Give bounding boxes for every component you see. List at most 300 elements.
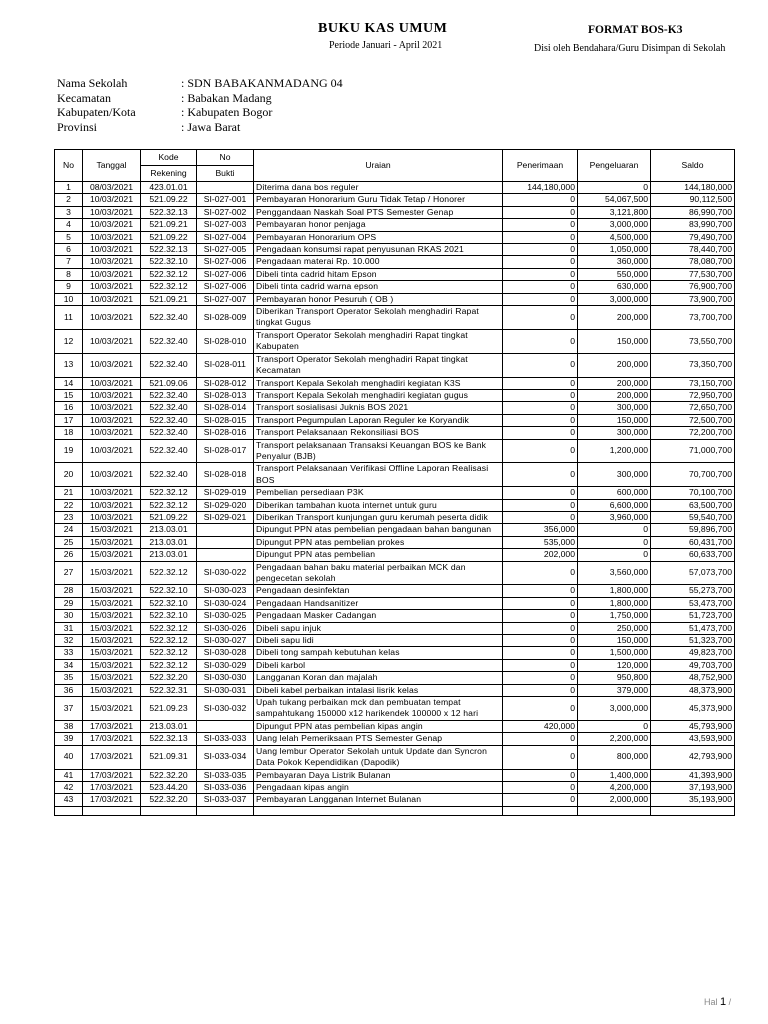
- table-row: [55, 745, 735, 769]
- cell-receipts: 0: [503, 672, 578, 684]
- cell-description: Pengadaan kipas angin: [254, 781, 503, 793]
- cell-balance: 83,990,700: [651, 219, 735, 231]
- cell-balance: 76,900,700: [651, 281, 735, 293]
- cell-expenses: 3,000,000: [578, 219, 651, 231]
- cell-receipts: 0: [503, 769, 578, 781]
- cell-receipt-no: SI-029-020: [197, 499, 254, 511]
- cell-receipts: 0: [503, 597, 578, 609]
- cell-receipts: 0: [503, 293, 578, 305]
- cell-no: 22: [55, 499, 83, 511]
- cell-account-code: 521.09.21: [141, 293, 197, 305]
- cell-no: 26: [55, 549, 83, 561]
- cell-receipts: 0: [503, 244, 578, 256]
- cell-receipt-no: SI-033-034: [197, 745, 254, 769]
- cell-receipt-no: SI-033-036: [197, 781, 254, 793]
- table-row: [55, 329, 735, 353]
- table-row: [55, 733, 735, 745]
- cell-balance: 78,440,700: [651, 244, 735, 256]
- cell-date: 15/03/2021: [83, 672, 141, 684]
- cell-description: Transport pelaksanaan Transaksi Keuangan BOS ke Bank Penyalur (BJB): [254, 439, 503, 463]
- cell-date: 15/03/2021: [83, 536, 141, 548]
- cell-expenses: 150,000: [578, 635, 651, 647]
- cell-expenses: 0: [578, 524, 651, 536]
- cell-expenses: 0: [578, 182, 651, 194]
- cell-description: Dibeli karbol: [254, 659, 503, 671]
- header-no: No: [55, 150, 83, 182]
- cell-account-code: 522.32.12: [141, 622, 197, 634]
- cell-balance: 35,193,900: [651, 794, 735, 806]
- cell-balance: 45,373,900: [651, 697, 735, 721]
- cell-receipts: 356,000: [503, 524, 578, 536]
- document-title: BUKU KAS UMUM: [318, 21, 448, 36]
- info-value: : SDN BABAKANMADANG 04: [181, 76, 343, 90]
- cell-date: 10/03/2021: [83, 206, 141, 218]
- cell-description: Transport Pegumpulan Laporan Reguler ke Koryandik: [254, 414, 503, 426]
- cell-balance: 72,500,700: [651, 414, 735, 426]
- cell-account-code: 522.32.10: [141, 597, 197, 609]
- cell-balance: 70,700,700: [651, 463, 735, 487]
- cell-no: 14: [55, 377, 83, 389]
- cell-expenses: 6,600,000: [578, 499, 651, 511]
- cell-receipt-no: SI-033-037: [197, 794, 254, 806]
- cell-balance: 37,193,900: [651, 781, 735, 793]
- cell-description: Dibeli sapu lidi: [254, 635, 503, 647]
- cell-receipt-no: [197, 536, 254, 548]
- cell-description: Uang lelah Pemeriksaan PTS Semester Genap: [254, 733, 503, 745]
- table-row: [55, 635, 735, 647]
- cell-receipt-no: SI-027-005: [197, 244, 254, 256]
- cell-date: 17/03/2021: [83, 794, 141, 806]
- table-row: [55, 256, 735, 268]
- cell-expenses: 300,000: [578, 402, 651, 414]
- cell-receipts: 202,000: [503, 549, 578, 561]
- cell-expenses: 2,000,000: [578, 794, 651, 806]
- cell-balance: 72,650,700: [651, 402, 735, 414]
- cell-expenses: 0: [578, 536, 651, 548]
- cell-no: 13: [55, 353, 83, 377]
- cell-receipts: 144,180,000: [503, 182, 578, 194]
- cell-receipts: 0: [503, 463, 578, 487]
- cell-date: 15/03/2021: [83, 524, 141, 536]
- period-subtitle: Periode Januari - April 2021: [329, 40, 443, 51]
- cell-no: 19: [55, 439, 83, 463]
- cell-receipts: 0: [503, 733, 578, 745]
- cell-receipts: 0: [503, 697, 578, 721]
- cell-expenses: 200,000: [578, 306, 651, 330]
- info-label: Nama Sekolah: [57, 76, 128, 90]
- cell-account-code: 522.32.40: [141, 329, 197, 353]
- cell-balance: 77,530,700: [651, 268, 735, 280]
- cell-date: 10/03/2021: [83, 389, 141, 401]
- table-row: [55, 427, 735, 439]
- cell-account-code: 521.09.21: [141, 219, 197, 231]
- cell-date: 15/03/2021: [83, 610, 141, 622]
- cell-no: 11: [55, 306, 83, 330]
- cell-account-code: 522.32.13: [141, 733, 197, 745]
- cell-date: 15/03/2021: [83, 647, 141, 659]
- cell-description: Dipungut PPN atas pembelian: [254, 549, 503, 561]
- cell-description: Transport Kepala Sekolah menghadiri kegiatan gugus: [254, 389, 503, 401]
- cell-receipt-no: SI-028-013: [197, 389, 254, 401]
- table-row: [55, 794, 735, 806]
- cell-receipts: 535,000: [503, 536, 578, 548]
- cell-description: Diberikan Transport Operator Sekolah menghadiri Rapat tingkat Gugus: [254, 306, 503, 330]
- cell-date: 10/03/2021: [83, 256, 141, 268]
- cell-description: Dibeli kabel perbaikan intalasi lisrik kelas: [254, 684, 503, 696]
- fill-note: Disi oleh Bendahara/Guru Disimpan di Sekolah: [534, 43, 726, 54]
- cell-receipt-no: [197, 720, 254, 732]
- cell-expenses: 3,000,000: [578, 293, 651, 305]
- table-row: [55, 389, 735, 401]
- cell-no: 2: [55, 194, 83, 206]
- cell-date: 10/03/2021: [83, 499, 141, 511]
- empty-cell: [55, 806, 83, 815]
- cell-account-code: 522.32.10: [141, 585, 197, 597]
- cell-balance: 144,180,000: [651, 182, 735, 194]
- info-row-district: [57, 91, 343, 106]
- cell-receipt-no: SI-029-019: [197, 487, 254, 499]
- cell-balance: 73,550,700: [651, 329, 735, 353]
- cell-receipt-no: SI-027-001: [197, 194, 254, 206]
- cell-date: 10/03/2021: [83, 219, 141, 231]
- cell-description: Pengadaan konsumsi rapat penyusunan RKAS 2021: [254, 244, 503, 256]
- cell-receipt-no: SI-030-022: [197, 561, 254, 585]
- cell-account-code: 523.44.20: [141, 781, 197, 793]
- cell-no: 1: [55, 182, 83, 194]
- cell-receipts: 0: [503, 353, 578, 377]
- header-description: Uraian: [254, 150, 503, 182]
- cell-receipts: 0: [503, 622, 578, 634]
- cell-receipt-no: SI-028-012: [197, 377, 254, 389]
- cell-date: 10/03/2021: [83, 402, 141, 414]
- cell-receipts: 0: [503, 306, 578, 330]
- cell-description: Transport Kepala Sekolah menghadiri kegiatan K3S: [254, 377, 503, 389]
- cell-receipts: 0: [503, 511, 578, 523]
- table-row: [55, 659, 735, 671]
- table-row: [55, 769, 735, 781]
- cell-no: 18: [55, 427, 83, 439]
- cell-receipts: 0: [503, 219, 578, 231]
- cell-no: 35: [55, 672, 83, 684]
- cell-date: 15/03/2021: [83, 659, 141, 671]
- cell-date: 15/03/2021: [83, 697, 141, 721]
- cell-description: Dibeli tinta cadrid hitam Epson: [254, 268, 503, 280]
- cell-description: Pengadaan materai Rp. 10.000: [254, 256, 503, 268]
- cell-description: Dibeli tong sampah kebutuhan kelas: [254, 647, 503, 659]
- cell-receipt-no: SI-028-017: [197, 439, 254, 463]
- cell-expenses: 0: [578, 549, 651, 561]
- cell-date: 10/03/2021: [83, 194, 141, 206]
- cell-no: 7: [55, 256, 83, 268]
- table-row: [55, 781, 735, 793]
- cell-description: Langganan Koran dan majalah: [254, 672, 503, 684]
- cell-balance: 48,373,900: [651, 684, 735, 696]
- cell-no: 36: [55, 684, 83, 696]
- page-number: 1: [720, 996, 727, 1008]
- cell-no: 9: [55, 281, 83, 293]
- cell-balance: 90,112,500: [651, 194, 735, 206]
- cell-expenses: 200,000: [578, 353, 651, 377]
- table-row: [55, 353, 735, 377]
- cell-balance: 72,200,700: [651, 427, 735, 439]
- cell-date: 10/03/2021: [83, 268, 141, 280]
- cell-account-code: 522.32.10: [141, 256, 197, 268]
- cell-account-code: 522.32.12: [141, 281, 197, 293]
- cell-expenses: 1,800,000: [578, 585, 651, 597]
- table-row: [55, 697, 735, 721]
- cell-no: 42: [55, 781, 83, 793]
- empty-cell: [578, 806, 651, 815]
- cell-account-code: 522.32.20: [141, 794, 197, 806]
- cell-account-code: 213.03.01: [141, 524, 197, 536]
- cell-no: 17: [55, 414, 83, 426]
- cell-account-code: 522.32.12: [141, 268, 197, 280]
- cell-receipt-no: SI-029-021: [197, 511, 254, 523]
- cell-account-code: 521.09.22: [141, 231, 197, 243]
- table-row: [55, 524, 735, 536]
- cell-description: Upah tukang perbaikan mck dan pembuatan tempat sampahtukang 150000 x12 harikendek 100000 x 12 hari: [254, 697, 503, 721]
- cell-receipt-no: SI-030-028: [197, 647, 254, 659]
- cell-account-code: 522.32.40: [141, 414, 197, 426]
- cell-expenses: 250,000: [578, 622, 651, 634]
- cell-account-code: 522.32.20: [141, 769, 197, 781]
- cell-no: 37: [55, 697, 83, 721]
- cell-no: 27: [55, 561, 83, 585]
- cell-receipt-no: SI-027-007: [197, 293, 254, 305]
- cell-account-code: 521.09.22: [141, 511, 197, 523]
- cell-description: Dipungut PPN atas pembelian prokes: [254, 536, 503, 548]
- cell-expenses: 800,000: [578, 745, 651, 769]
- cell-balance: 63,500,700: [651, 499, 735, 511]
- cell-no: 21: [55, 487, 83, 499]
- cell-receipts: 0: [503, 439, 578, 463]
- table-row: [55, 439, 735, 463]
- cell-receipts: 0: [503, 745, 578, 769]
- table-row: [55, 377, 735, 389]
- table-row: [55, 268, 735, 280]
- cell-account-code: 522.32.13: [141, 206, 197, 218]
- cell-balance: 86,990,700: [651, 206, 735, 218]
- cell-date: 10/03/2021: [83, 281, 141, 293]
- cell-no: 31: [55, 622, 83, 634]
- cell-receipt-no: SI-028-014: [197, 402, 254, 414]
- cell-no: 12: [55, 329, 83, 353]
- cell-receipts: 0: [503, 647, 578, 659]
- cell-receipts: 0: [503, 389, 578, 401]
- cell-description: Diberikan Transport kunjungan guru kerumah peserta didik: [254, 511, 503, 523]
- cell-account-code: 522.32.12: [141, 635, 197, 647]
- cell-balance: 48,752,900: [651, 672, 735, 684]
- table-row: [55, 597, 735, 609]
- cell-date: 15/03/2021: [83, 549, 141, 561]
- cell-expenses: 3,560,000: [578, 561, 651, 585]
- table-row: [55, 499, 735, 511]
- cell-description: Diberikan tambahan kuota internet untuk guru: [254, 499, 503, 511]
- cell-expenses: 3,000,000: [578, 697, 651, 721]
- cell-receipt-no: SI-030-027: [197, 635, 254, 647]
- cell-balance: 59,896,700: [651, 524, 735, 536]
- cell-date: 10/03/2021: [83, 487, 141, 499]
- cell-no: 6: [55, 244, 83, 256]
- school-info: [57, 76, 343, 134]
- table-row: [55, 194, 735, 206]
- header-expenses: Pengeluaran: [578, 150, 651, 182]
- cell-account-code: 213.03.01: [141, 720, 197, 732]
- cell-date: 10/03/2021: [83, 439, 141, 463]
- table-row: [55, 561, 735, 585]
- cell-description: Uang lembur Operator Sekolah untuk Update dan Syncron Data Pokok Kependidikan (Dapodik): [254, 745, 503, 769]
- header-account-code-bottom: Rekening: [141, 166, 197, 182]
- cell-receipts: 0: [503, 635, 578, 647]
- cell-balance: 72,950,700: [651, 389, 735, 401]
- cell-expenses: 4,200,000: [578, 781, 651, 793]
- cell-receipt-no: SI-030-024: [197, 597, 254, 609]
- cell-receipts: 0: [503, 499, 578, 511]
- cell-account-code: 522.32.40: [141, 427, 197, 439]
- cell-no: 28: [55, 585, 83, 597]
- cell-description: Pembayaran Honorarium OPS: [254, 231, 503, 243]
- cell-receipts: 0: [503, 414, 578, 426]
- page-label: Hal: [704, 997, 718, 1007]
- cell-description: Dipungut PPN atas pembelian kipas angin: [254, 720, 503, 732]
- cell-balance: 73,350,700: [651, 353, 735, 377]
- cell-receipt-no: [197, 524, 254, 536]
- cell-receipt-no: SI-027-006: [197, 281, 254, 293]
- cell-description: Transport Operator Sekolah menghadiri Rapat tingkat Kecamatan: [254, 353, 503, 377]
- cell-description: Transport Operator Sekolah menghadiri Rapat tingkat Kabupaten: [254, 329, 503, 353]
- cell-no: 32: [55, 635, 83, 647]
- cell-description: Pembayaran Langganan Internet Bulanan: [254, 794, 503, 806]
- cell-receipt-no: SI-027-004: [197, 231, 254, 243]
- cell-no: 38: [55, 720, 83, 732]
- cell-balance: 59,540,700: [651, 511, 735, 523]
- cell-balance: 42,793,900: [651, 745, 735, 769]
- cell-account-code: 423.01.01: [141, 182, 197, 194]
- empty-cell: [197, 806, 254, 815]
- info-row-province: [57, 120, 343, 135]
- cell-date: 17/03/2021: [83, 769, 141, 781]
- cell-receipt-no: SI-028-016: [197, 427, 254, 439]
- cell-account-code: 521.09.31: [141, 745, 197, 769]
- cell-date: 10/03/2021: [83, 511, 141, 523]
- table-row: [55, 684, 735, 696]
- cell-expenses: 54,067,500: [578, 194, 651, 206]
- info-value: : Kabupaten Bogor: [181, 105, 273, 119]
- cell-description: Diterima dana bos reguler: [254, 182, 503, 194]
- cell-balance: 60,431,700: [651, 536, 735, 548]
- cell-expenses: 630,000: [578, 281, 651, 293]
- table-row-empty: [55, 806, 735, 815]
- cell-balance: 49,703,700: [651, 659, 735, 671]
- cell-expenses: 1,050,000: [578, 244, 651, 256]
- cell-receipt-no: SI-028-011: [197, 353, 254, 377]
- cell-date: 10/03/2021: [83, 427, 141, 439]
- header-receipts: Penerimaan: [503, 150, 578, 182]
- table-row: [55, 206, 735, 218]
- info-label: Provinsi: [57, 119, 98, 134]
- cell-date: 10/03/2021: [83, 353, 141, 377]
- cell-balance: 41,393,900: [651, 769, 735, 781]
- table-row: [55, 414, 735, 426]
- info-row-school: [57, 76, 343, 91]
- table-row: [55, 585, 735, 597]
- cell-account-code: 521.09.06: [141, 377, 197, 389]
- cell-balance: 43,593,900: [651, 733, 735, 745]
- cell-receipts: 0: [503, 781, 578, 793]
- cell-balance: 51,323,700: [651, 635, 735, 647]
- cell-no: 24: [55, 524, 83, 536]
- cell-date: 15/03/2021: [83, 597, 141, 609]
- cell-expenses: 150,000: [578, 329, 651, 353]
- cell-description: Dipungut PPN atas pembelian pengadaan bahan bangunan: [254, 524, 503, 536]
- cell-no: 39: [55, 733, 83, 745]
- cell-account-code: 522.32.20: [141, 672, 197, 684]
- cell-date: 15/03/2021: [83, 561, 141, 585]
- cell-date: 10/03/2021: [83, 463, 141, 487]
- cell-description: Pembayaran honor Pesuruh ( OB ): [254, 293, 503, 305]
- cell-description: Dibeli tinta cadrid warna epson: [254, 281, 503, 293]
- cell-receipts: 0: [503, 659, 578, 671]
- cell-receipts: 0: [503, 585, 578, 597]
- cell-no: 20: [55, 463, 83, 487]
- cell-receipt-no: SI-030-025: [197, 610, 254, 622]
- cell-balance: 49,823,700: [651, 647, 735, 659]
- table-row: [55, 182, 735, 194]
- cell-description: Pengadaan Masker Cadangan: [254, 610, 503, 622]
- cell-receipt-no: SI-033-035: [197, 769, 254, 781]
- cell-date: 10/03/2021: [83, 244, 141, 256]
- cell-date: 10/03/2021: [83, 306, 141, 330]
- cell-expenses: 1,500,000: [578, 647, 651, 659]
- cell-account-code: 522.32.12: [141, 487, 197, 499]
- cell-expenses: 300,000: [578, 463, 651, 487]
- cell-receipt-no: SI-033-033: [197, 733, 254, 745]
- cell-receipt-no: SI-030-029: [197, 659, 254, 671]
- cell-no: 8: [55, 268, 83, 280]
- empty-cell: [141, 806, 197, 815]
- cell-description: Pengadaan bahan baku material perbaikan MCK dan pengecetan sekolah: [254, 561, 503, 585]
- cell-no: 41: [55, 769, 83, 781]
- table-row: [55, 219, 735, 231]
- table-row: [55, 610, 735, 622]
- cell-account-code: 522.32.12: [141, 561, 197, 585]
- table-row: [55, 549, 735, 561]
- cell-receipts: 0: [503, 194, 578, 206]
- cell-date: 17/03/2021: [83, 733, 141, 745]
- cell-expenses: 360,000: [578, 256, 651, 268]
- cell-description: Pembayaran Honorarium Guru Tidak Tetap / Honorer: [254, 194, 503, 206]
- cell-no: 3: [55, 206, 83, 218]
- cell-date: 10/03/2021: [83, 231, 141, 243]
- cell-receipts: 0: [503, 561, 578, 585]
- header-balance: Saldo: [651, 150, 735, 182]
- cell-balance: 53,473,700: [651, 597, 735, 609]
- info-row-regency: [57, 105, 343, 120]
- table-row: [55, 306, 735, 330]
- cell-account-code: 522.32.40: [141, 463, 197, 487]
- cell-receipt-no: SI-028-009: [197, 306, 254, 330]
- cell-receipts: 0: [503, 487, 578, 499]
- cell-expenses: 1,400,000: [578, 769, 651, 781]
- cell-account-code: 522.32.12: [141, 647, 197, 659]
- cell-date: 15/03/2021: [83, 585, 141, 597]
- table-row: [55, 672, 735, 684]
- header-receipt-no-top: No: [197, 150, 254, 166]
- empty-cell: [83, 806, 141, 815]
- cell-receipt-no: SI-030-026: [197, 622, 254, 634]
- cell-receipts: 0: [503, 377, 578, 389]
- format-code: FORMAT BOS-K3: [588, 24, 683, 36]
